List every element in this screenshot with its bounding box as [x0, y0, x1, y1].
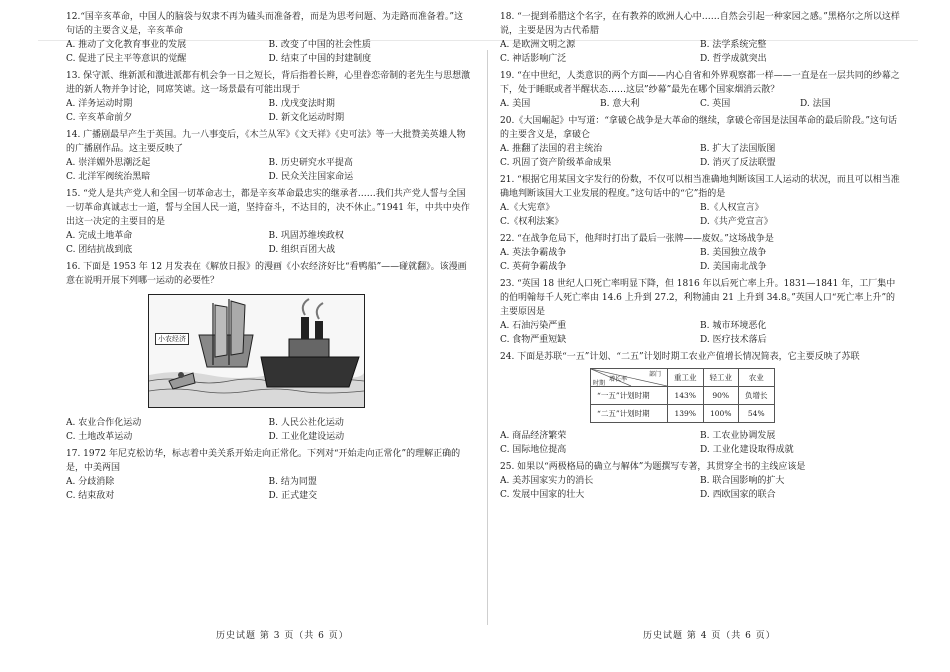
table-cell: 90%	[703, 387, 739, 405]
question-options	[66, 475, 471, 503]
table-row	[591, 387, 775, 405]
option-c: C. 发展中国家的壮大	[500, 490, 585, 500]
row-label: “一五”计划时期	[591, 387, 668, 405]
option-d: D. 新文化运动时期	[268, 113, 345, 123]
question-text: 16. 下面是 1953 年 12 月发表在《解放日报》的漫画《小农经济好比“看鸭船”——碰就翻》。该漫画意在说明开展下列哪一运动的必要性？	[66, 262, 467, 286]
option-b: B. 巩固苏维埃政权	[268, 231, 344, 241]
option-b: B. 结为同盟	[268, 477, 317, 487]
question-text: 21. “根据它用某国文字发行的份数，不仅可以相当准确地判断该国工人运动的状况，而且可以相当准确地判断该国大工业发展的程度。”这句话中的“它”指的是	[500, 175, 900, 199]
option-b: B. 法学系统完整	[700, 40, 767, 50]
question-options	[66, 38, 471, 66]
option-a: A. 推动了文化教育事业的发展	[66, 40, 187, 50]
option-d: D. 工业化建设取得成就	[700, 445, 794, 455]
option-a: A. 洋务运动时期	[66, 99, 133, 109]
option-b: B. 扩大了法国版图	[700, 144, 776, 154]
question-options	[500, 474, 900, 502]
question-text: 15. “党人是共产党人和全国一切革命志士，都是辛亥革命最忠实的继承者……我们共产党人誓与全国一切革命真诚志士一道，誓与全国人民一道，坚持奋斗，不达目的，决不休止。”1941 年，中共中央作出这一决定的主要目的是	[66, 189, 470, 227]
option-a: A. 商品经济繁荣	[500, 431, 567, 441]
question-16	[66, 260, 471, 444]
diag-label-mid: 增长率	[609, 376, 628, 383]
question-24	[500, 350, 900, 457]
option-c: C. 神话影响广泛	[500, 54, 567, 64]
question-text: 17. 1972 年尼克松访华，标志着中美关系开始走向正常化。下列对“开始走向正常化”的理解正确的是，中美两国	[66, 449, 461, 473]
question-text: 22. “在战争危局下，他拜时打出了最后一张牌——废奴。”这场战争是	[500, 234, 774, 244]
option-b: B. 改变了中国的社会性质	[268, 40, 371, 50]
question-options	[66, 97, 471, 125]
table-cell: 54%	[739, 405, 775, 423]
option-d: D. 民众关注国家命运	[268, 172, 354, 182]
option-c: C. 英荷争霸战争	[500, 262, 567, 272]
option-d: D. 消灭了反法联盟	[700, 158, 776, 168]
table-header-cell: 重工业	[668, 369, 704, 387]
option-a: A. 美苏国家实力的消长	[500, 476, 594, 486]
option-a: A.《大宪章》	[500, 203, 555, 213]
option-d: D.《共产党宣言》	[700, 217, 773, 227]
option-c: C. 辛亥革命前夕	[66, 113, 133, 123]
option-c: C.《权利法案》	[500, 217, 564, 227]
option-a: A. 美国	[500, 99, 531, 109]
option-c: C. 巩固了资产阶级革命成果	[500, 158, 612, 168]
option-b: B. 意大利	[600, 99, 640, 109]
question-text: 19. “在中世纪，人类意识的两个方面——内心自省和外界观察都一样——一直是在一层共同的纱幕之下，处于睡眠或者半醒状态……这层”纱幕”最先在哪个国家烟消云散？	[500, 71, 900, 95]
question-13	[66, 69, 471, 125]
table-cell: 100%	[703, 405, 739, 423]
table-cell: 143%	[668, 387, 704, 405]
option-b: B. 联合国影响的扩大	[700, 476, 785, 486]
option-c: C. 北洋军阀统治黑暗	[66, 172, 151, 182]
question-options	[500, 429, 900, 457]
table-diagonal-header	[591, 369, 668, 387]
question-text: 13. 保守派、维新派和激进派都有机会争一日之短长，背后指着长辫，心里眷恋帝制的老先生与思想激进的新人物并争讨论，同席笑谑。这一场景最有可能出现于	[66, 71, 471, 95]
question-options	[66, 156, 471, 184]
question-options	[500, 246, 900, 274]
option-b: B. 美国独立战争	[700, 248, 767, 258]
page-3-column	[66, 10, 471, 506]
question-text: 25. 如果以“两极格局的确立与解体”为题撰写专著，其贯穿全书的主线应该是	[500, 462, 806, 472]
option-a: A. 石油污染严重	[500, 321, 567, 331]
option-b: B. 工农业协调发展	[700, 431, 776, 441]
row-label: “二五”计划时期	[591, 405, 668, 423]
table-header-cell: 农业	[739, 369, 775, 387]
question-options	[500, 38, 900, 66]
question-text: 20.《大国崛起》中写道：“拿破仑战争是大革命的继续，拿破仑帝国是法国革命的最后阶段。”这句话的主要含义是，拿破仑	[500, 116, 898, 140]
question-text: 12.“国辛亥革命，中国人的脑袋与奴隶不再为磕头而准备着，而是为思考问题、为走路而准备着。”这句话的主要含义是，辛亥革命	[66, 12, 464, 36]
cartoon-caption: 小农经济	[155, 333, 189, 345]
option-d: D. 组织百团大战	[268, 245, 336, 255]
question-options	[500, 97, 900, 111]
option-b: B. 城市环境恶化	[700, 321, 767, 331]
page-4-footer: 历史试题 第 4 页（共 6 页）	[643, 631, 776, 641]
option-c: C. 促进了民主平等意识的觉醒	[66, 54, 187, 64]
question-14	[66, 128, 471, 184]
option-c: C. 结束敌对	[66, 491, 115, 501]
question-options	[500, 201, 900, 229]
page-4-column	[500, 10, 900, 505]
option-c: C. 国际地位提高	[500, 445, 567, 455]
option-a: A. 崇洋媚外思潮泛起	[66, 158, 151, 168]
cartoon-drawing	[149, 295, 364, 407]
option-b: B. 戊戌变法时期	[268, 99, 335, 109]
question-options	[500, 142, 900, 170]
option-b: B. 历史研究水平提高	[268, 158, 353, 168]
option-a: A. 推翻了法国的君主统治	[500, 144, 603, 154]
diag-label-left: 时期	[593, 380, 606, 387]
option-c: C. 土地改革运动	[66, 432, 133, 442]
option-d: D. 医疗技术落后	[700, 335, 767, 345]
option-d: D. 西欧国家的联合	[700, 490, 776, 500]
option-a: A. 是欧洲文明之源	[500, 40, 576, 50]
table-row	[591, 405, 775, 423]
question-12	[66, 10, 471, 66]
option-d: D. 法国	[800, 99, 831, 109]
option-c: C. 英国	[700, 99, 731, 109]
option-a: A. 分歧消除	[66, 477, 115, 487]
question-options	[500, 319, 900, 347]
soviet-output-table	[590, 368, 775, 423]
question-text: 23. “英国 18 世纪人口死亡率明显下降，但 1816 年以后死亡率上升。1831—1841 年，工厂集中的伯明翰每千人死亡率由 14.6 上升到 27.2，利物浦由 21 上升到 34.8。”英国人口“死亡率上升”的主要原因是	[500, 279, 896, 317]
question-15	[66, 187, 471, 257]
question-25	[500, 460, 900, 502]
option-d: D. 美国南北战争	[700, 262, 767, 272]
table-header-row	[591, 369, 775, 387]
question-23	[500, 277, 900, 347]
table-header-cell: 轻工业	[703, 369, 739, 387]
option-a: A. 英法争霸战争	[500, 248, 567, 258]
option-a: A. 完成土地革命	[66, 231, 133, 241]
question-18	[500, 10, 900, 66]
question-text: 24. 下面是苏联“一五”计划、“二五”计划时期工农业产值增长情况简表，它主要反映了苏联	[500, 352, 860, 362]
question-options	[66, 416, 471, 444]
question-20	[500, 114, 900, 170]
diag-label-top: 部门	[648, 371, 661, 378]
page-3-footer: 历史试题 第 3 页（共 6 页）	[216, 631, 349, 641]
question-21	[500, 173, 900, 229]
option-d: D. 工业化建设运动	[268, 432, 345, 442]
question-text: 14. 广播剧最早产生于英国。九一八事变后，《木兰从军》《文天祥》《史可法》等一大批赞美英雄人物的广播剧作品。这主要反映了	[66, 130, 466, 154]
option-c: C. 食物严重短缺	[500, 335, 567, 345]
option-a: A. 农业合作化运动	[66, 418, 142, 428]
question-17	[66, 447, 471, 503]
option-d: D. 正式建交	[268, 491, 318, 501]
table-cell: 负增长	[739, 387, 775, 405]
option-b: B.《人权宣言》	[700, 203, 764, 213]
option-d: D. 哲学成就突出	[700, 54, 767, 64]
question-19	[500, 69, 900, 111]
question-options	[66, 229, 471, 257]
option-c: C. 团结抗战到底	[66, 245, 133, 255]
question-22	[500, 232, 900, 274]
option-d: D. 结束了中国的封建制度	[268, 54, 372, 64]
cartoon-image	[148, 294, 365, 408]
table-cell: 139%	[668, 405, 704, 423]
option-b: B. 人民公社化运动	[268, 418, 344, 428]
column-divider	[487, 50, 488, 625]
question-text: 18. “一提到希腊这个名字，在有教养的欧洲人心中……自然会引起一种家园之感。”黑格尔之所以这样说，主要是因为古代希腊	[500, 12, 900, 36]
